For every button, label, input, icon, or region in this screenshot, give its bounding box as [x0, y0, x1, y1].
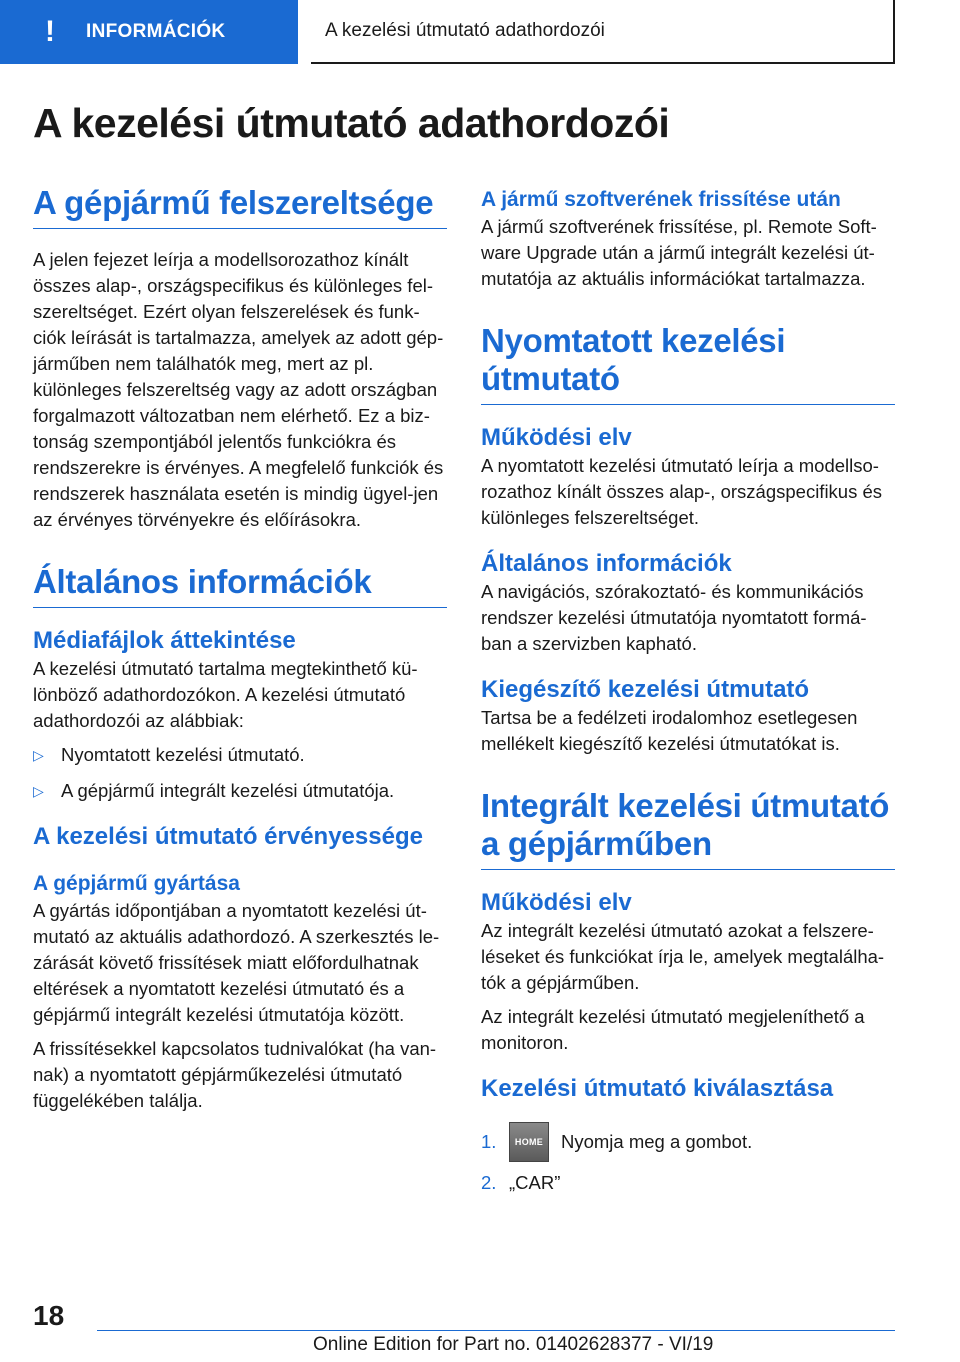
header-section-tab	[0, 0, 298, 64]
right-column	[481, 186, 895, 1204]
section-title-general-info: Általános információk	[33, 563, 447, 608]
footer-edition: Online Edition for Part no. 01402628377 - VI/19	[313, 1334, 714, 1355]
paragraph-principle-printed: A nyomtatott kezelési útmutató leírja a modellso-rozathoz kínált összes alap-, országspecifikus és különleges felszereltséget.	[481, 455, 883, 528]
breadcrumb-text: A kezelési útmutató adathordozói	[325, 20, 605, 41]
left-column	[33, 184, 447, 1114]
subtitle-supplementary: Kiegészítő kezelési útmutató	[481, 676, 810, 703]
header-breadcrumb	[311, 0, 895, 64]
subtitle-media-overview: Médiafájlok áttekintése	[33, 627, 296, 654]
page-number: 18	[33, 1300, 65, 1331]
triangle-bullet-icon: ▷	[33, 783, 44, 799]
list-item: 2. „CAR”	[481, 1172, 561, 1193]
selection-steps	[481, 1122, 895, 1196]
footer-divider	[97, 1330, 895, 1331]
subtitle-validity: A kezelési útmutató érvényessége	[33, 823, 423, 850]
paragraph-supplementary: Tartsa be a fedélzeti irodalomhoz esetlegesen mellékelt kiegészítő kezelési útmutatókat is.	[481, 707, 858, 754]
subtitle-select-manual: Kezelési útmutató kiválasztása	[481, 1075, 834, 1102]
subtitle-general-info-printed: Általános információk	[481, 550, 732, 577]
paragraph-general-info-printed: A navigációs, szórakoztató- és kommunikációs rendszer kezelési útmutatója nyomtatott formá-ban a szervizben kapható.	[481, 581, 867, 654]
subtitle-principle-integrated: Működési elv	[481, 889, 632, 916]
paragraph-principle-integrated-2: Az integrált kezelési útmutató megjeleníthető a monitoron.	[481, 1006, 865, 1053]
section-title-integrated-manual: Integrált kezelési útmutató a gépjárműben	[481, 787, 895, 870]
exclamation-icon: !	[45, 15, 55, 48]
list-item: 1. HOME Nyomja meg a gombot.	[481, 1122, 895, 1162]
subtitle-vehicle-production: A gépjármű gyártása	[33, 872, 240, 895]
subtitle-principle-printed: Működési elv	[481, 424, 632, 451]
list-item: ▷ Nyomtatott kezelési útmutató.	[33, 742, 447, 768]
header-section-label: INFORMÁCIÓK	[86, 21, 226, 42]
media-list	[33, 742, 447, 804]
section-title-printed-manual: Nyomtatott kezelési útmutató	[481, 322, 895, 405]
section-title-equipment: A gépjármű felszereltsége	[33, 184, 447, 229]
paragraph-updates: A frissítésekkel kapcsolatos tudnivalókat (ha van-nak) a nyomtatott gépjárműkezelési útmutató függelékében találja.	[33, 1038, 437, 1111]
home-button-icon: HOME	[509, 1122, 549, 1162]
list-item: ▷ A gépjármű integrált kezelési útmutatója.	[33, 778, 447, 804]
paragraph-equipment: A jelen fejezet leírja a modellsorozathoz kínált összes alap-, országspecifikus és különleges fel-szereltséget. Ezért olyan felszerelések és funk-ciók leírását is tartalmazza, amelyek az adott gép-járműben nem találhatók meg, mert az pl. különleges felszereltség vagy az adott országban forgalmazott változatban nem elérhető. Ez a biz-tonság szempontjából jelentős funkciókra és rendszerekre is érvényes. A megfelelő funkciók és rendszerek használata esetén is mindig ügyel-jen az érvényes törvényekre és előírásokra.	[33, 249, 444, 530]
triangle-bullet-icon: ▷	[33, 747, 44, 763]
paragraph-software-update: A jármű szoftverének frissítése, pl. Remote Soft-ware Upgrade után a jármű integrált kezelési út-mutatója az aktuális információkat tartalmazza.	[481, 216, 877, 289]
paragraph-production: A gyártás időpontjában a nyomtatott kezelési út-mutató az aktuális adathordozó. A szerkesztés le-zárását követő frissítések miatt előfordulhatnak eltérések a nyomtatott kezelési útmutató és a gépjármű integrált kezelési útmutatója között.	[33, 900, 440, 1025]
paragraph-media-overview: A kezelési útmutató tartalma megtekinthető kü-lönböző adathordozókon. A kezelési útmutató adathordozói az alábbiak:	[33, 658, 418, 731]
subtitle-software-update: A jármű szoftverének frissítése után	[481, 188, 841, 211]
page-title: A kezelési útmutató adathordozói	[33, 100, 670, 146]
paragraph-principle-integrated-1: Az integrált kezelési útmutató azokat a felszere-léseket és funkciókat írja le, amelyek megtalálha-tók a gépjárműben.	[481, 920, 885, 993]
